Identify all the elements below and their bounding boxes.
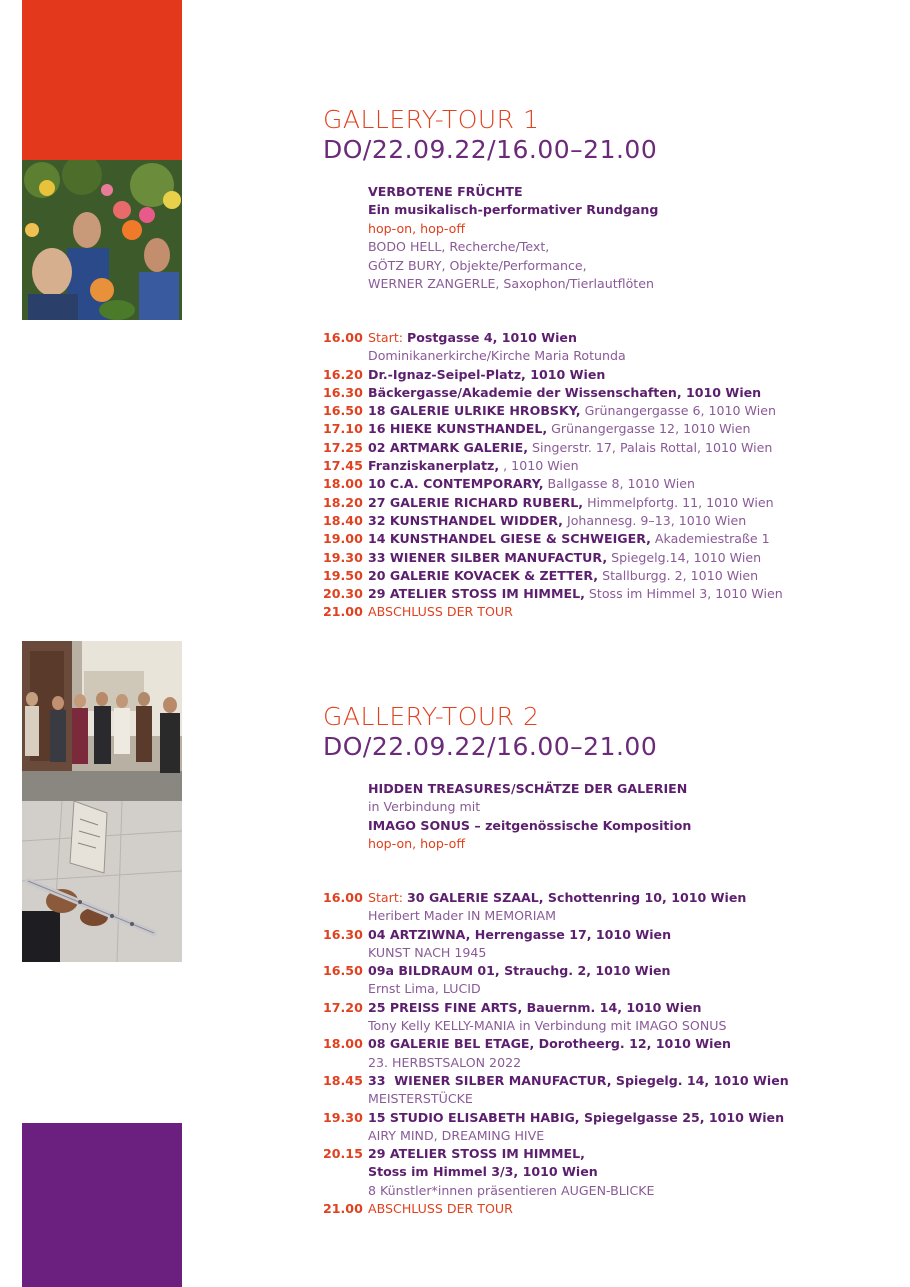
schedule-row	[323, 475, 893, 493]
schedule-row	[323, 402, 893, 420]
tour1-intro-subtitle: Ein musikalisch-performativer Rundgang	[368, 202, 659, 218]
tour1-schedule	[323, 329, 893, 622]
schedule-time: 18.40	[323, 512, 363, 528]
schedule-time: 18.00	[323, 1036, 363, 1052]
schedule-venue: 29 ATELIER STOSS IM HIMMEL,	[368, 1146, 585, 1162]
tour-closing: ABSCHLUSS DER TOUR	[368, 604, 513, 620]
schedule-row	[323, 384, 893, 402]
schedule-note: MEISTERSTÜCKE	[368, 1091, 473, 1107]
schedule-address: , 1010 Wien	[499, 458, 579, 474]
tour2-intro-title: HIDDEN TREASURES/SCHÄTZE DER GALERIEN	[368, 781, 688, 796]
schedule-time: 16.00	[323, 890, 363, 905]
schedule-venue: Bäckergasse/Akademie der Wissenschaften, 1010 Wien	[368, 384, 762, 400]
schedule-venue-continued: Stoss im Himmel 3/3, 1010 Wien	[368, 1164, 598, 1180]
schedule-row	[323, 457, 893, 475]
schedule-venue: 27 GALERIE RICHARD RUBERL,	[368, 494, 584, 510]
tour-closing: ABSCHLUSS DER TOUR	[368, 1201, 513, 1217]
schedule-note: 8 Künstler*innen präsentieren AUGEN-BLICKE	[368, 1182, 655, 1198]
tour1-intro-hop: hop-on, hop-off	[368, 220, 465, 236]
schedule-row	[323, 962, 893, 980]
schedule-row	[323, 512, 893, 530]
tour1-title: GALLERY-TOUR 1	[323, 105, 540, 134]
schedule-time: 16.50	[323, 963, 363, 979]
schedule-time: 16.20	[323, 366, 363, 382]
schedule-row	[323, 1109, 893, 1127]
schedule-address: Grünangergasse 12, 1010 Wien	[547, 421, 751, 437]
schedule-time: 19.30	[323, 1109, 363, 1125]
schedule-row	[323, 1035, 893, 1053]
schedule-venue: Dr.-Ignaz-Seipel-Platz, 1010 Wien	[368, 366, 606, 382]
schedule-time: 21.00	[323, 1201, 363, 1217]
tour1-header	[323, 105, 883, 293]
schedule-time: 16.30	[323, 926, 363, 942]
schedule-row	[323, 567, 893, 585]
schedule-time: 17.25	[323, 439, 363, 455]
tour1-intro-title: VERBOTENE FRÜCHTE	[368, 184, 523, 199]
schedule-venue: 04 ARTZIWNA, Herrengasse 17, 1010 Wien	[368, 926, 672, 942]
schedule-time: 18.45	[323, 1072, 363, 1088]
schedule-row	[323, 530, 893, 548]
tour2-photo-top	[22, 641, 182, 801]
schedule-row	[323, 329, 893, 347]
schedule-address: Johannesg. 9–13, 1010 Wien	[562, 512, 747, 528]
tour2-intro	[368, 780, 883, 854]
start-label: Start:	[368, 330, 404, 345]
schedule-time: 20.15	[323, 1146, 363, 1162]
tour2-intro-subtitle: IMAGO SONUS – zeitgenössische Komposition	[368, 817, 692, 833]
schedule-address: Stoss im Himmel 3, 1010 Wien	[584, 586, 783, 602]
tour1-intro-credit: WERNER ZANGERLE, Saxophon/Tierlautflöten	[368, 276, 654, 292]
tour2-schedule	[323, 889, 893, 1218]
schedule-venue: 33 WIENER SILBER MANUFACTUR,	[368, 549, 608, 565]
tour2-title: GALLERY-TOUR 2	[323, 702, 540, 731]
tour2-intro-connector: in Verbindung mit	[368, 799, 481, 815]
schedule-row	[323, 585, 893, 603]
schedule-venue: 33 WIENER SILBER MANUFACTUR, Spiegelg. 14, 1010 Wien	[368, 1072, 789, 1088]
tour1-intro	[368, 183, 883, 293]
schedule-note: KUNST NACH 1945	[368, 944, 487, 960]
schedule-note: Dominikanerkirche/Kirche Maria Rotunda	[368, 348, 626, 364]
tour1-intro-credit: BODO HELL, Recherche/Text,	[368, 239, 550, 255]
schedule-address: Singerstr. 17, Palais Rottal, 1010 Wien	[527, 439, 773, 455]
schedule-address: Grünangergasse 6, 1010 Wien	[580, 403, 776, 419]
schedule-row	[323, 1072, 893, 1090]
schedule-row	[323, 366, 893, 384]
schedule-row	[323, 420, 893, 438]
schedule-row	[323, 494, 893, 512]
schedule-venue: 08 GALERIE BEL ETAGE, Dorotheerg. 12, 1010 Wien	[368, 1036, 731, 1052]
schedule-time: 17.20	[323, 999, 363, 1015]
purple-color-block	[22, 1123, 182, 1287]
schedule-venue: 25 PREISS FINE ARTS, Bauernm. 14, 1010 Wien	[368, 999, 702, 1015]
tour1-photo	[22, 160, 182, 320]
schedule-row	[323, 603, 893, 621]
schedule-row	[323, 926, 893, 944]
schedule-venue: 18 GALERIE ULRIKE HROBSKY,	[368, 403, 581, 419]
schedule-time: 18.20	[323, 494, 363, 510]
schedule-row	[323, 1200, 893, 1218]
schedule-address: Akademiestraße 1	[650, 531, 770, 547]
schedule-time: 19.50	[323, 567, 363, 583]
schedule-row	[323, 999, 893, 1017]
tour2-photo-bottom	[22, 801, 182, 962]
schedule-row	[323, 439, 893, 457]
schedule-time: 18.00	[323, 476, 363, 492]
schedule-time: 19.30	[323, 549, 363, 565]
tour2-header	[323, 702, 883, 854]
schedule-time: 17.45	[323, 458, 363, 474]
schedule-venue: 16 HIEKE KUNSTHANDEL,	[368, 421, 548, 437]
schedule-time: 17.10	[323, 421, 363, 437]
schedule-note: Tony Kelly KELLY-MANIA in Verbindung mit IMAGO SONUS	[368, 1018, 727, 1034]
schedule-venue: 32 KUNSTHANDEL WIDDER,	[368, 512, 563, 528]
schedule-venue: 20 GALERIE KOVACEK & ZETTER,	[368, 567, 599, 583]
schedule-address: Stallburgg. 2, 1010 Wien	[598, 567, 759, 583]
schedule-time: 16.00	[323, 330, 363, 345]
schedule-address: Spiegelg.14, 1010 Wien	[607, 549, 762, 565]
schedule-row	[323, 889, 893, 907]
schedule-venue: Postgasse 4, 1010 Wien	[407, 330, 577, 345]
schedule-row	[323, 1145, 893, 1163]
schedule-venue: 14 KUNSTHANDEL GIESE & SCHWEIGER,	[368, 531, 651, 547]
schedule-venue: 30 GALERIE SZAAL, Schottenring 10, 1010 Wien	[407, 890, 747, 905]
schedule-time: 21.00	[323, 604, 363, 620]
schedule-venue: 15 STUDIO ELISABETH HABIG, Spiegelgasse 25, 1010 Wien	[368, 1109, 785, 1125]
schedule-time: 16.50	[323, 403, 363, 419]
schedule-note: Ernst Lima, LUCID	[368, 981, 481, 997]
schedule-row	[323, 549, 893, 567]
schedule-note: Heribert Mader IN MEMORIAM	[368, 908, 556, 924]
schedule-address: Himmelpfortg. 11, 1010 Wien	[583, 494, 774, 510]
schedule-note: 23. HERBSTSALON 2022	[368, 1054, 522, 1070]
schedule-venue: 09a BILDRAUM 01, Strauchg. 2, 1010 Wien	[368, 963, 671, 979]
schedule-venue: 29 ATELIER STOSS IM HIMMEL,	[368, 586, 585, 602]
start-label: Start:	[368, 890, 404, 905]
schedule-venue: 02 ARTMARK GALERIE,	[368, 439, 528, 455]
schedule-address: Ballgasse 8, 1010 Wien	[543, 476, 695, 492]
tour2-intro-hop: hop-on, hop-off	[368, 836, 465, 852]
schedule-time: 16.30	[323, 384, 363, 400]
schedule-venue: Franziskanerplatz,	[368, 458, 500, 474]
tour1-intro-credit: GÖTZ BURY, Objekte/Performance,	[368, 257, 587, 273]
schedule-time: 20.30	[323, 586, 363, 602]
schedule-note: AIRY MIND, DREAMING HIVE	[368, 1127, 545, 1143]
schedule-time: 19.00	[323, 531, 363, 547]
tour1-date: DO/22.09.22/16.00–21.00	[323, 135, 658, 164]
tour2-date: DO/22.09.22/16.00–21.00	[323, 732, 658, 761]
schedule-venue: 10 C.A. CONTEMPORARY,	[368, 476, 544, 492]
red-color-block	[22, 0, 182, 160]
